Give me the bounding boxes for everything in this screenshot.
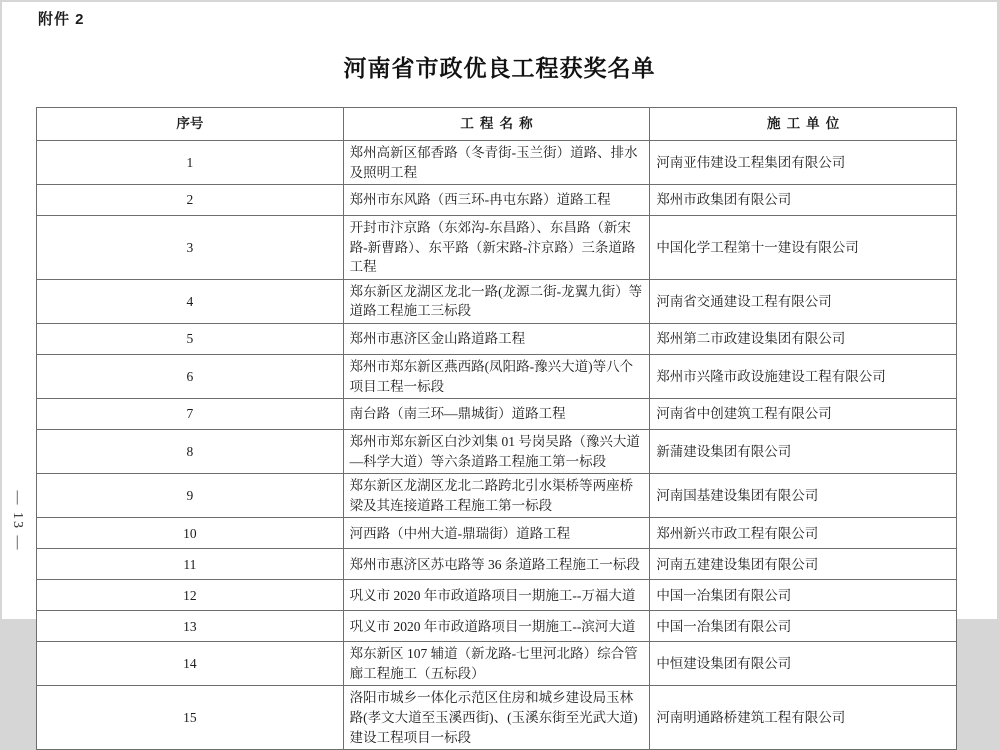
table-row [37, 642, 957, 686]
table-row [37, 141, 957, 185]
column-header-project: 工程名称 [343, 108, 650, 141]
project-cell: 巩义市 2020 年市政道路项目一期施工--万福大道 [343, 580, 650, 611]
project-cell: 郑州市惠济区苏屯路等 36 条道路工程施工一标段 [343, 549, 650, 580]
table-row [37, 611, 957, 642]
project-cell: 巩义市 2020 年市政道路项目一期施工--滨河大道 [343, 611, 650, 642]
unit-cell: 河南省中创建筑工程有限公司 [650, 399, 957, 430]
serial-cell: 8 [37, 430, 344, 474]
table-row [37, 474, 957, 518]
serial-cell: 12 [37, 580, 344, 611]
project-cell: 郑州市惠济区金山路道路工程 [343, 323, 650, 354]
project-cell: 郑州市东风路（西三环-冉屯东路）道路工程 [343, 185, 650, 216]
unit-cell: 中国化学工程第十一建设有限公司 [650, 216, 957, 280]
serial-cell: 10 [37, 518, 344, 549]
table-row [37, 686, 957, 750]
column-header-unit: 施工单位 [650, 108, 957, 141]
serial-cell: 6 [37, 354, 344, 398]
unit-cell: 郑州新兴市政工程有限公司 [650, 518, 957, 549]
table-row [37, 518, 957, 549]
table-header [37, 108, 957, 141]
serial-cell: 4 [37, 279, 344, 323]
table-row [37, 549, 957, 580]
attachment-label: 附件 2 [38, 11, 85, 28]
project-cell: 开封市汴京路（东郊沟-东昌路）、东昌路（新宋路-新曹路）、东平路（新宋路-汴京路）三条道路工程 [343, 216, 650, 280]
project-cell: 郑州市郑东新区燕西路(凤阳路-豫兴大道)等八个项目工程一标段 [343, 354, 650, 398]
project-cell: 郑州高新区郁香路（冬青街-玉兰街）道路、排水及照明工程 [343, 141, 650, 185]
project-cell: 郑东新区龙湖区龙北二路跨北引水渠桥等两座桥梁及其连接道路工程施工第一标段 [343, 474, 650, 518]
page-title: 河南省市政优良工程获奖名单 [343, 55, 656, 81]
table-row [37, 430, 957, 474]
unit-cell: 郑州市兴隆市政设施建设工程有限公司 [650, 354, 957, 398]
table-row [37, 580, 957, 611]
project-cell: 河西路（中州大道-鼎瑞街）道路工程 [343, 518, 650, 549]
unit-cell: 郑州第二市政建设集团有限公司 [650, 323, 957, 354]
serial-cell: 11 [37, 549, 344, 580]
unit-cell: 河南国基建设集团有限公司 [650, 474, 957, 518]
serial-cell: 5 [37, 323, 344, 354]
serial-cell: 1 [37, 141, 344, 185]
table-row [37, 354, 957, 398]
serial-cell: 9 [37, 474, 344, 518]
document-page [2, 2, 997, 745]
serial-cell: 13 [37, 611, 344, 642]
serial-cell: 7 [37, 399, 344, 430]
project-cell: 郑东新区 107 辅道（新龙路-七里河北路）综合管廊工程施工（五标段） [343, 642, 650, 686]
table-row [37, 399, 957, 430]
project-cell: 南台路（南三环—鼎城街）道路工程 [343, 399, 650, 430]
table-row [37, 323, 957, 354]
serial-cell: 2 [37, 185, 344, 216]
unit-cell: 郑州市政集团有限公司 [650, 185, 957, 216]
table-row [37, 279, 957, 323]
unit-cell: 河南亚伟建设工程集团有限公司 [650, 141, 957, 185]
table-header-row [37, 108, 957, 141]
table-body [37, 141, 957, 750]
unit-cell: 中国一冶集团有限公司 [650, 580, 957, 611]
page-number: — 13 — [10, 490, 25, 552]
awards-table [36, 107, 957, 750]
unit-cell: 河南省交通建设工程有限公司 [650, 279, 957, 323]
unit-cell: 中国一冶集团有限公司 [650, 611, 957, 642]
unit-cell: 中恒建设集团有限公司 [650, 642, 957, 686]
unit-cell: 河南五建建设集团有限公司 [650, 549, 957, 580]
project-cell: 郑东新区龙湖区龙北一路(龙源二街-龙翼九街）等道路工程施工三标段 [343, 279, 650, 323]
column-header-serial: 序号 [37, 108, 344, 141]
serial-cell: 15 [37, 686, 344, 750]
serial-cell: 3 [37, 216, 344, 280]
table-row [37, 185, 957, 216]
project-cell: 洛阳市城乡一体化示范区住房和城乡建设局玉林路(孝文大道至玉溪西街)、(玉溪东街至光武大道)建设工程项目一标段 [343, 686, 650, 750]
unit-cell: 新蒲建设集团有限公司 [650, 430, 957, 474]
serial-cell: 14 [37, 642, 344, 686]
project-cell: 郑州市郑东新区白沙刘集 01 号岗吴路（豫兴大道—科学大道）等六条道路工程施工第一标段 [343, 430, 650, 474]
unit-cell: 河南明通路桥建筑工程有限公司 [650, 686, 957, 750]
table-row [37, 216, 957, 280]
